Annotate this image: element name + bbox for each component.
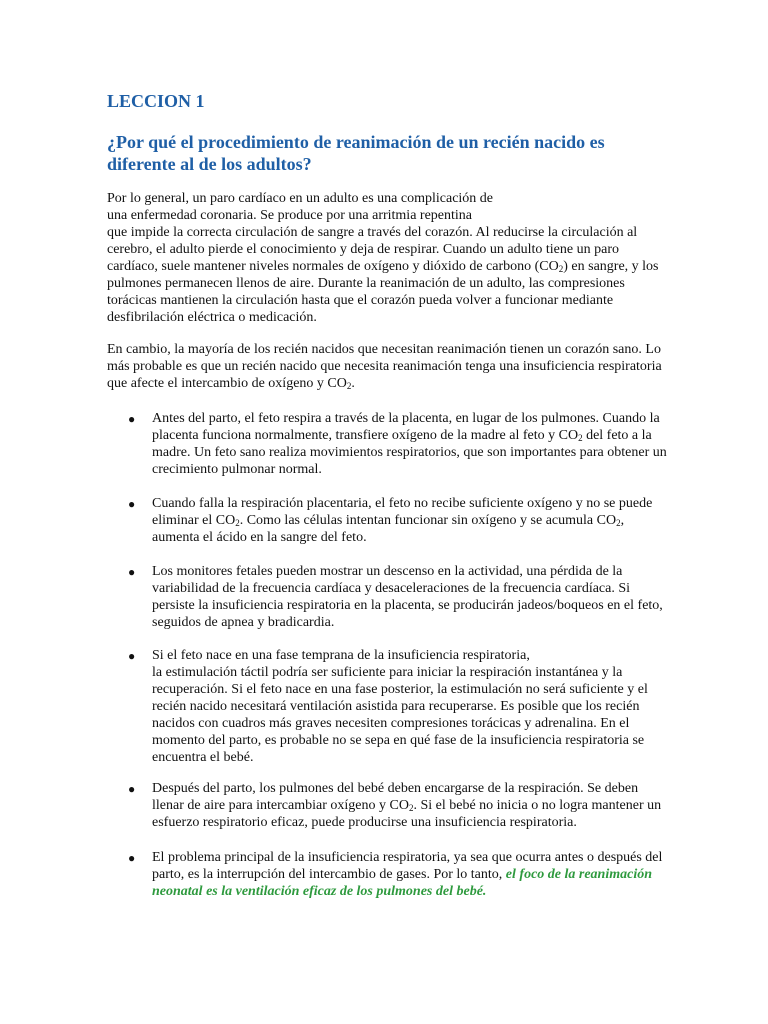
text-fragment: placenta funciona normalmente, transfiere oxígeno de la madre al feto y CO [152,428,579,443]
text-line [152,512,672,529]
text-line: persiste la insuficiencia respiratoria en la placenta, se producirán jadeos/boqueos en el feto, [152,598,663,613]
bullet-icon: ● [128,565,136,579]
text-fragment: . Si el bebé no inicia o no logra mantener un [413,798,662,813]
list-item [128,647,672,766]
text-fragment: llenar de aire para intercambiar oxígeno y CO [152,798,409,813]
text-fragment: . [351,376,355,391]
text-fragment: cardíaco, suele mantener niveles normales de oxígeno y dióxido de carbono (CO [107,259,559,274]
text-line: madre. Un feto sano realiza movimientos respiratorios, que son importantes para obtener un [152,445,667,460]
text-fragment: que afecte el intercambio de oxígeno y CO [107,376,347,391]
text-line: En cambio, la mayoría de los recién nacidos que necesitan reanimación tienen un corazón sano. Lo [107,342,661,357]
text-line: Cuando falla la respiración placentaria, el feto no recibe suficiente oxígeno y no se puede [152,496,653,511]
subscript: 2 [558,264,564,274]
text-line: encuentra el bebé. [152,750,254,765]
text-line [152,797,672,814]
text-line [152,866,672,883]
text-line: Después del parto, los pulmones del bebé deben encargarse de la respiración. Se deben [152,781,639,796]
text-line: recién nacido necesitará ventilación asistida para recuperarse. Es posible que los recién [152,699,640,714]
list-item [128,780,672,831]
text-line: esfuerzo respiratorio eficaz, puede producirse una insuficiencia respiratoria. [152,815,577,830]
emphasis-text: el foco de la reanimación [505,867,652,882]
text-line: pulmones permanecen llenos de aire. Durante la reanimación de un adulto, las compresiones [107,276,625,291]
text-fragment: del feto a la [582,428,652,443]
text-line [107,375,667,392]
bullet-icon: ● [128,649,136,663]
list-item [128,495,672,546]
text-line: cerebro, el adulto pierde el conocimiento y deja de respirar. Cuando un adulto tiene un paro [107,242,619,257]
emphasis-text: neonatal es la ventilación eficaz de los pulmones del bebé [152,884,483,899]
text-line: Antes del parto, el feto respira a través de la placenta, en lugar de los pulmones. Cuando la [152,411,660,426]
text-line [107,258,667,275]
text-fragment: eliminar el CO [152,513,236,528]
text-line: desfibrilación eléctrica o medicación. [107,310,317,325]
list-item [128,849,672,900]
subscript: 2 [346,381,352,391]
text-line: aumenta el ácido en la sangre del feto. [152,530,367,545]
text-line: la estimulación táctil podría ser suficiente para iniciar la respiración instantánea y la [152,665,623,680]
text-line [152,883,672,900]
bullet-icon: ● [128,782,136,796]
question-line: ¿Por qué el procedimiento de reanimación de un recién nacido es [107,132,605,152]
text-line: seguidos de apnea y bradicardia. [152,615,335,630]
text-line: momento del parto, es probable no se sepa en qué fase de la insuficiencia respiratoria se [152,733,645,748]
text-line: Por lo general, un paro cardíaco en un adulto es una complicación de [107,191,494,206]
text-line: una enfermedad coronaria. Se produce por una arritmia repentina [107,208,472,223]
text-line: variabilidad de la frecuencia cardíaca y desaceleraciones de la frecuencia cardíaca. Si [152,581,631,596]
paragraph-newborn-contrast [107,341,667,392]
text-line: Si el feto nace en una fase temprana de la insuficiencia respiratoria, [152,648,530,663]
subscript: 2 [408,803,414,813]
text-line [152,427,672,444]
list-item [128,563,672,631]
text-fragment: . Como las células intentan funcionar sin oxígeno y se acumula CO [239,513,617,528]
section-question [107,131,667,175]
text-line: nacidos con cuadros más graves necesiten compresiones torácicas y adrenalina. En el [152,716,630,731]
text-line: recuperación. Si el feto nace en una fase posterior, la estimulación no será suficiente y el [152,682,648,697]
question-line: diferente al de los adultos? [107,154,312,174]
bullet-icon: ● [128,497,136,511]
text-fragment: ) en sangre, y los [563,259,659,274]
subscript: 2 [616,518,621,528]
text-line: crecimiento pulmonar normal. [152,462,322,477]
text-line: El problema principal de la insuficiencia respiratoria, ya sea que ocurra antes o después del [152,850,663,865]
text-line: más probable es que un recién nacido que necesita reanimación tenga una insuficiencia respiratoria [107,359,662,374]
bullet-icon: ● [128,851,136,865]
text-line: que impide la correcta circulación de sangre a través del corazón. Al reducirse la circulación al [107,225,638,240]
bullet-icon: ● [128,412,136,426]
text-fragment: . [482,884,487,899]
text-fragment: , [620,513,625,528]
text-line: Los monitores fetales pueden mostrar un descenso en la actividad, una pérdida de la [152,564,623,579]
paragraph-adult-cardiac-arrest [107,190,667,326]
lesson-title: LECCION 1 [107,91,205,111]
subscript: 2 [235,518,240,528]
subscript: 2 [578,433,583,443]
text-line: torácicas mantienen la circulación hasta que el corazón pueda volver a funcionar mediante [107,293,614,308]
list-item [128,410,672,478]
text-fragment: parto, es la interrupción del intercambio de gases. Por lo tanto, [152,867,506,882]
